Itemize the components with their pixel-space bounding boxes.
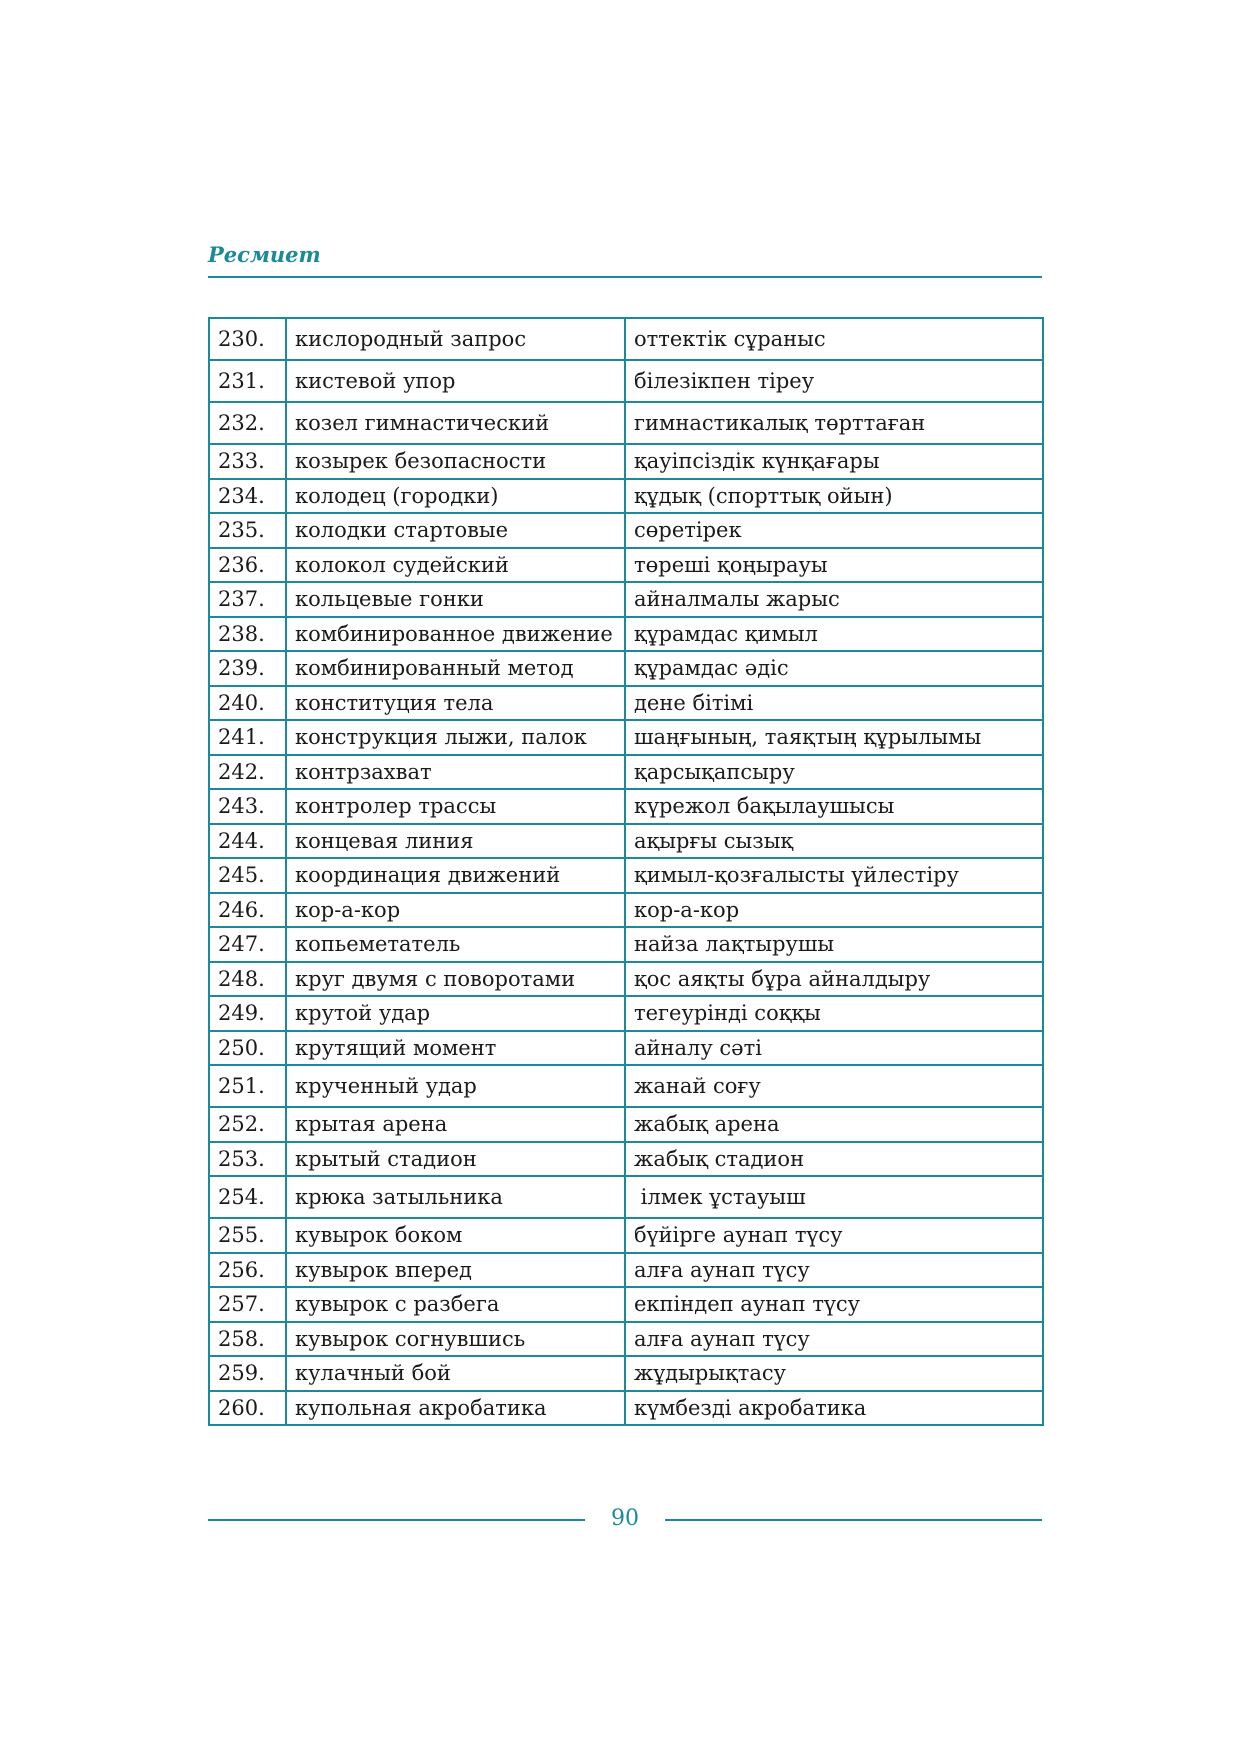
- glossary-table-body: [209, 318, 1043, 1425]
- term-russian: колодец (городки): [286, 479, 625, 514]
- term-russian: комбинированный метод: [286, 651, 625, 686]
- table-row: [209, 1065, 1043, 1107]
- term-number: 238.: [209, 617, 286, 652]
- term-number: 252.: [209, 1107, 286, 1142]
- term-kazakh: қимыл-қозғалысты үйлестіру: [625, 858, 1043, 893]
- table-row: [209, 789, 1043, 824]
- table-row: [209, 686, 1043, 721]
- table-row: [209, 1031, 1043, 1066]
- table-row: [209, 1218, 1043, 1253]
- term-russian: козырек безопасности: [286, 444, 625, 479]
- term-number: 246.: [209, 893, 286, 928]
- term-russian: кувырок вперед: [286, 1253, 625, 1288]
- term-kazakh: құрамдас әдіс: [625, 651, 1043, 686]
- term-number: 243.: [209, 789, 286, 824]
- term-russian: кольцевые гонки: [286, 582, 625, 617]
- term-russian: конструкция лыжи, палок: [286, 720, 625, 755]
- footer-divider-right: [665, 1519, 1042, 1521]
- term-number: 249.: [209, 996, 286, 1031]
- term-russian: козел гимнастический: [286, 402, 625, 444]
- term-number: 231.: [209, 360, 286, 402]
- table-row: [209, 1142, 1043, 1177]
- term-russian: крытая арена: [286, 1107, 625, 1142]
- term-number: 248.: [209, 962, 286, 997]
- term-kazakh: білезікпен тіреу: [625, 360, 1043, 402]
- term-russian: крутой удар: [286, 996, 625, 1031]
- table-row: [209, 1322, 1043, 1357]
- term-russian: крюка затыльника: [286, 1176, 625, 1218]
- term-kazakh: алға аунап түсу: [625, 1322, 1043, 1357]
- term-kazakh: қос аяқты бұра айналдыру: [625, 962, 1043, 997]
- table-row: [209, 755, 1043, 790]
- term-number: 235.: [209, 513, 286, 548]
- footer-divider-left: [208, 1519, 585, 1521]
- term-kazakh: тегеурінді соққы: [625, 996, 1043, 1031]
- table-row: [209, 1356, 1043, 1391]
- table-row: [209, 617, 1043, 652]
- term-kazakh: жанай соғу: [625, 1065, 1043, 1107]
- term-number: 253.: [209, 1142, 286, 1177]
- term-russian: концевая линия: [286, 824, 625, 859]
- table-row: [209, 962, 1043, 997]
- table-row: [209, 1253, 1043, 1288]
- term-russian: кислородный запрос: [286, 318, 625, 360]
- term-kazakh: гимнастикалық төрттаған: [625, 402, 1043, 444]
- term-kazakh: бүйірге аунап түсу: [625, 1218, 1043, 1253]
- term-russian: кистевой упор: [286, 360, 625, 402]
- table-row: [209, 582, 1043, 617]
- term-number: 255.: [209, 1218, 286, 1253]
- term-russian: кувырок согнувшись: [286, 1322, 625, 1357]
- term-number: 236.: [209, 548, 286, 583]
- term-russian: круг двумя с поворотами: [286, 962, 625, 997]
- table-row: [209, 996, 1043, 1031]
- term-number: 251.: [209, 1065, 286, 1107]
- term-russian: копьеметатель: [286, 927, 625, 962]
- table-row: [209, 893, 1043, 928]
- table-row: [209, 318, 1043, 360]
- term-kazakh: кор-а-кор: [625, 893, 1043, 928]
- term-kazakh: жұдырықтасу: [625, 1356, 1043, 1391]
- term-russian: крытый стадион: [286, 1142, 625, 1177]
- term-number: 257.: [209, 1287, 286, 1322]
- term-kazakh: ілмек ұстауыш: [625, 1176, 1043, 1218]
- term-russian: кулачный бой: [286, 1356, 625, 1391]
- table-row: [209, 444, 1043, 479]
- table-row: [209, 1391, 1043, 1426]
- table-row: [209, 1287, 1043, 1322]
- term-russian: кор-а-кор: [286, 893, 625, 928]
- table-row: [209, 927, 1043, 962]
- term-kazakh: қарсықапсыру: [625, 755, 1043, 790]
- term-russian: конституция тела: [286, 686, 625, 721]
- table-row: [209, 858, 1043, 893]
- term-kazakh: айналу сәті: [625, 1031, 1043, 1066]
- term-kazakh: құрамдас қимыл: [625, 617, 1043, 652]
- term-kazakh: қауіпсіздік күнқағары: [625, 444, 1043, 479]
- term-kazakh: ақырғы сызық: [625, 824, 1043, 859]
- term-number: 242.: [209, 755, 286, 790]
- term-kazakh: айналмалы жарыс: [625, 582, 1043, 617]
- term-number: 230.: [209, 318, 286, 360]
- term-russian: контрзахват: [286, 755, 625, 790]
- term-kazakh: оттектік сұраныс: [625, 318, 1043, 360]
- table-row: [209, 651, 1043, 686]
- table-row: [209, 824, 1043, 859]
- term-number: 258.: [209, 1322, 286, 1357]
- term-kazakh: жабық стадион: [625, 1142, 1043, 1177]
- term-number: 245.: [209, 858, 286, 893]
- term-number: 250.: [209, 1031, 286, 1066]
- term-russian: крученный удар: [286, 1065, 625, 1107]
- glossary-table: [208, 317, 1044, 1426]
- term-kazakh: құдық (спорттық ойын): [625, 479, 1043, 514]
- term-number: 234.: [209, 479, 286, 514]
- term-number: 232.: [209, 402, 286, 444]
- table-row: [209, 720, 1043, 755]
- term-russian: комбинированное движение: [286, 617, 625, 652]
- term-number: 240.: [209, 686, 286, 721]
- term-number: 254.: [209, 1176, 286, 1218]
- term-russian: колокол судейский: [286, 548, 625, 583]
- term-kazakh: шаңғының, таяқтың құрылымы: [625, 720, 1043, 755]
- term-russian: кувырок с разбега: [286, 1287, 625, 1322]
- term-russian: координация движений: [286, 858, 625, 893]
- term-kazakh: дене бітімі: [625, 686, 1043, 721]
- table-row: [209, 1107, 1043, 1142]
- table-row: [209, 548, 1043, 583]
- term-number: 259.: [209, 1356, 286, 1391]
- term-kazakh: алға аунап түсу: [625, 1253, 1043, 1288]
- table-row: [209, 479, 1043, 514]
- term-kazakh: найза лақтырушы: [625, 927, 1043, 962]
- term-number: 241.: [209, 720, 286, 755]
- term-kazakh: сөретірек: [625, 513, 1043, 548]
- term-number: 244.: [209, 824, 286, 859]
- table-row: [209, 1176, 1043, 1218]
- page-number: 90: [611, 1506, 639, 1531]
- term-kazakh: күрежол бақылаушысы: [625, 789, 1043, 824]
- term-russian: кувырок боком: [286, 1218, 625, 1253]
- term-number: 260.: [209, 1391, 286, 1426]
- term-russian: крутящий момент: [286, 1031, 625, 1066]
- term-russian: купольная акробатика: [286, 1391, 625, 1426]
- term-number: 237.: [209, 582, 286, 617]
- term-kazakh: екпіндеп аунап түсу: [625, 1287, 1043, 1322]
- table-row: [209, 360, 1043, 402]
- term-russian: колодки стартовые: [286, 513, 625, 548]
- term-kazakh: жабық арена: [625, 1107, 1043, 1142]
- term-number: 233.: [209, 444, 286, 479]
- term-number: 247.: [209, 927, 286, 962]
- section-title: Ресмиет: [208, 242, 321, 267]
- term-russian: контролер трассы: [286, 789, 625, 824]
- term-number: 256.: [209, 1253, 286, 1288]
- term-kazakh: күмбезді акробатика: [625, 1391, 1043, 1426]
- term-kazakh: төреші қоңырауы: [625, 548, 1043, 583]
- table-row: [209, 513, 1043, 548]
- term-number: 239.: [209, 651, 286, 686]
- table-row: [209, 402, 1043, 444]
- header-divider: [208, 276, 1042, 278]
